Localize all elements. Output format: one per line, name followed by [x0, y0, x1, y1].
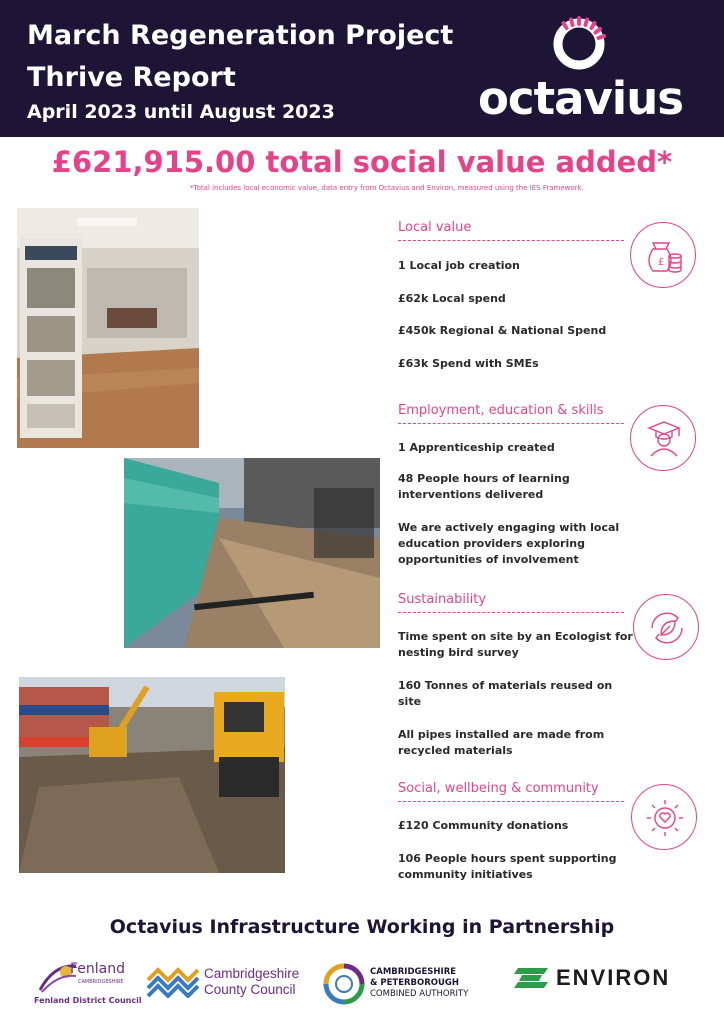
report-period: April 2023 until August 2023: [27, 101, 335, 123]
list-item: 160 Tonnes of materials reused on site: [398, 679, 613, 708]
section-divider: [398, 423, 624, 424]
fenland-county: CAMBRIDGESHIRE: [78, 979, 124, 985]
list-item: Time spent on site by an Ecologist for nesting bird survey: [398, 630, 633, 659]
photo-street-excavator: [19, 677, 285, 873]
total-footnote: *Total includes local economic value, data entry from Octavius and Environ, measured using the IES Framework.: [190, 184, 584, 192]
list-item: £62k Local spend: [398, 292, 506, 305]
list-item: £450k Regional & National Spend: [398, 324, 607, 337]
section-divider: [398, 612, 624, 613]
heart-hand-icon: [631, 784, 697, 850]
leaf-recycle-icon: [633, 594, 699, 660]
section-sustainability: [398, 592, 634, 757]
cpca-name: CAMBRIDGESHIRE & PETERBOROUGH COMBINED AUTHORITY: [370, 967, 469, 999]
cpca-circle-icon: [323, 963, 365, 1005]
report-subtitle: Thrive Report: [27, 62, 236, 93]
octavius-ring-icon: [549, 14, 609, 74]
list-item: 106 People hours spent supporting community initiatives: [398, 852, 617, 881]
fenland-council: Fenland District Council: [34, 996, 142, 1005]
report-header: [0, 0, 724, 137]
environ-mark-icon: [512, 966, 550, 990]
section-social: [398, 781, 634, 881]
section-local-value: [398, 220, 634, 370]
list-item: 48 People hours of learning interventions delivered: [398, 472, 570, 501]
section-employment: [398, 403, 634, 566]
report-title: March Regeneration Project: [27, 20, 454, 51]
cambs-wave-icon: [146, 966, 202, 998]
total-social-value: £621,915.00 total social value added*: [51, 145, 673, 179]
graduate-icon: [630, 405, 696, 471]
cambs-name: Cambridgeshire County Council: [204, 966, 300, 997]
list-item: £63k Spend with SMEs: [398, 357, 539, 370]
section-title: Social, wellbeing & community: [398, 781, 599, 796]
photo-exhibition-room: [17, 208, 199, 448]
list-item: All pipes installed are made from recycled materials: [398, 728, 605, 757]
section-title: Sustainability: [398, 592, 487, 607]
environ-name: ENVIRON: [556, 965, 671, 990]
list-item: £120 Community donations: [398, 819, 569, 832]
section-divider: [398, 240, 624, 241]
list-item: 1 Local job creation: [398, 259, 520, 272]
section-title: Employment, education & skills: [398, 403, 604, 418]
list-item: 1 Apprenticeship created: [398, 441, 555, 454]
svg-text:£: £: [658, 257, 665, 268]
octavius-logo: octavius: [478, 72, 684, 125]
section-title: Local value: [398, 220, 472, 235]
photo-excavation-trench: [124, 458, 380, 648]
list-item: We are actively engaging with local education providers exploring opportunities of involvement: [398, 521, 620, 566]
fenland-name: Fenland: [70, 961, 126, 977]
partnership-heading: Octavius Infrastructure Working in Partnership: [109, 916, 615, 938]
money-bag-icon: [630, 222, 696, 288]
section-divider: [398, 801, 624, 802]
